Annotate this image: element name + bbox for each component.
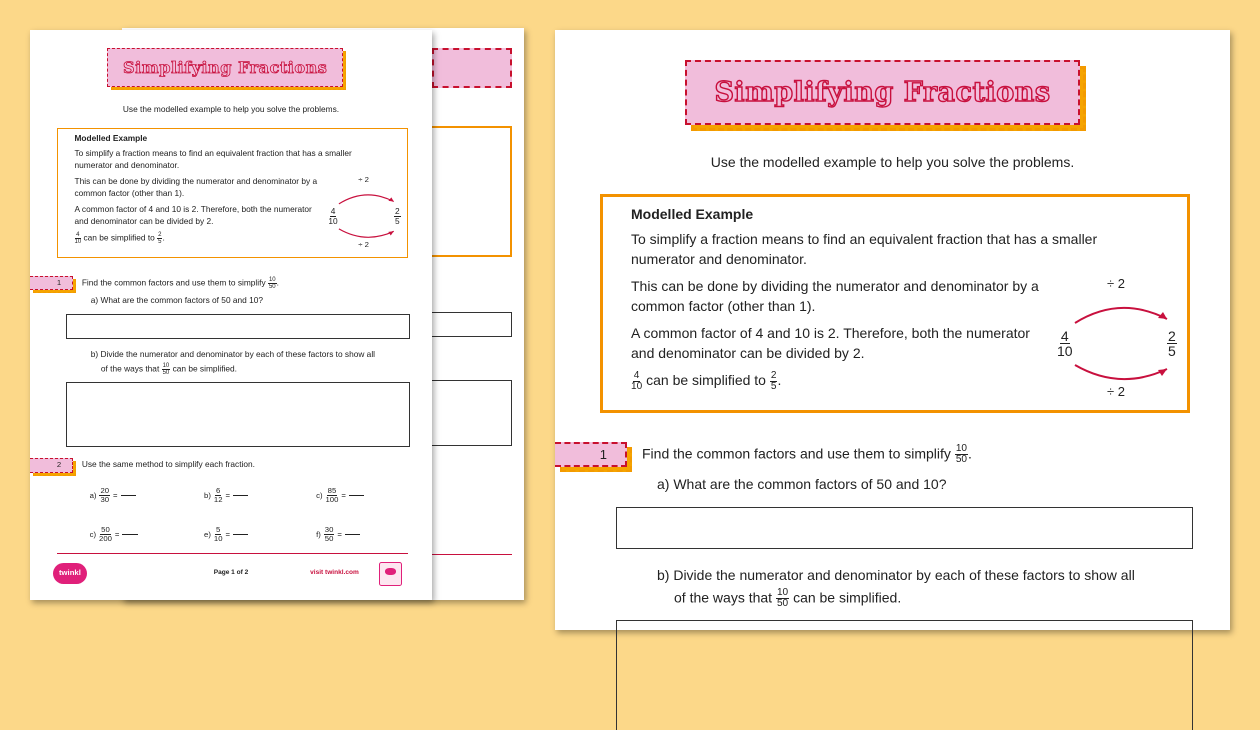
fraction-to: $\frac{2}{5}$	[1168, 328, 1176, 359]
question-1a: a) What are the common factors of 50 and 10?	[90, 295, 263, 306]
answer-blank[interactable]	[121, 495, 136, 496]
title-banner	[107, 48, 342, 87]
fraction-exercise: c) $\frac{50}{200}$ =	[90, 526, 138, 543]
answer-box-1b[interactable]	[66, 382, 410, 448]
conclusion-text: can be simplified to	[83, 232, 155, 243]
question-2-text: Use the same method to simplify each fraction.	[81, 459, 255, 470]
back-title-banner	[432, 48, 512, 88]
answer-box-1b[interactable]	[616, 620, 1193, 730]
question-1b-line1: b) Divide the numerator and denominator by each of these factors to show all	[657, 567, 1135, 583]
divide-label: ÷ 2	[1107, 276, 1125, 291]
question-1b-line2: of the ways that $\frac{10}{50}$ can be simplified.	[674, 587, 902, 610]
intro-text: Use the modelled example to help you solve the problems.	[122, 103, 340, 114]
question-1-text: Find the common factors and use them to simplify $\frac{10}{50}$ .	[642, 443, 972, 466]
arrows-icon	[1055, 293, 1185, 393]
page-title: Simplifying Fractions	[714, 77, 1051, 108]
fraction-to: $\frac{2}{5}$	[394, 206, 400, 226]
fraction: $\frac{4}{10}$	[74, 231, 82, 245]
question-1b-line2: of the ways that $\frac{10}{50}$ can be simplified.	[100, 362, 237, 376]
answer-box-1a[interactable]	[616, 507, 1193, 549]
visit-link[interactable]: visit twinkl.com	[310, 569, 359, 577]
worksheet-preview-front	[30, 30, 432, 600]
example-heading: Modelled Example	[631, 206, 754, 222]
worksheet-page	[555, 30, 1230, 630]
fraction-from: $\frac{4}{10}$	[328, 206, 338, 226]
divide-label: ÷ 2	[358, 175, 369, 185]
title-banner-box	[685, 60, 1080, 125]
conclusion-text: can be simplified to	[646, 372, 766, 388]
title-banner	[685, 60, 1080, 125]
answer-blank[interactable]	[122, 534, 137, 535]
fraction-from: $\frac{4}{10}$	[1057, 328, 1073, 359]
worksheet-page	[30, 30, 432, 600]
example-conclusion: $\frac{4}{10}$ can be simplified to $\frac{2}{5}$ .	[631, 369, 782, 392]
fraction-exercise: c) $\frac{85}{100}$ =	[316, 487, 364, 504]
question-1-badge	[30, 276, 73, 291]
question-2-badge	[30, 458, 73, 473]
simplify-diagram	[327, 175, 404, 249]
modelled-example-box	[600, 194, 1190, 413]
footer-divider	[57, 553, 409, 554]
modelled-example-box	[57, 128, 409, 259]
worksheet-zoomed-view	[555, 30, 1230, 630]
twinkl-stamp-icon	[379, 562, 403, 586]
question-number: 2	[30, 458, 73, 473]
fraction-exercise: a) $\frac{20}{30}$ =	[90, 487, 136, 504]
question-1b-line1: b) Divide the numerator and denominator by each of these factors to show all	[90, 349, 376, 360]
example-conclusion: $\frac{4}{10}$ can be simplified to $\frac{2}{5}$ .	[74, 231, 165, 245]
fraction: $\frac{4}{10}$	[631, 369, 643, 392]
divide-label: ÷ 2	[1107, 384, 1125, 399]
question-1a: a) What are the common factors of 50 and 10?	[657, 476, 947, 492]
question-1-badge	[555, 442, 627, 467]
question-number: 1	[555, 442, 627, 467]
example-heading: Modelled Example	[74, 132, 148, 143]
example-paragraph: To simplify a fraction means to find an equivalent fraction that has a smaller numerator and denominator.	[74, 147, 352, 170]
simplify-diagram	[1055, 276, 1185, 399]
question-1-text: Find the common factors and use them to simplify $\frac{10}{50}$ .	[81, 276, 279, 290]
fraction: $\frac{2}{5}$	[158, 231, 162, 245]
divide-label: ÷ 2	[358, 239, 369, 249]
fraction-exercise: f) $\frac{30}{50}$ =	[316, 526, 360, 543]
twinkl-logo: twinkl	[53, 563, 88, 583]
title-banner-box	[107, 48, 342, 87]
intro-text: Use the modelled example to help you solve the problems.	[710, 154, 1075, 170]
example-paragraph: A common factor of 4 and 10 is 2. Therefore, both the numerator and denominator can be divided by 2.	[74, 203, 312, 226]
example-paragraph: This can be done by dividing the numerator and denominator by a common factor (other than 1).	[631, 278, 1039, 314]
answer-blank[interactable]	[345, 534, 360, 535]
fraction-exercise: b) $\frac{6}{12}$ =	[204, 487, 248, 504]
page-title: Simplifying Fractions	[122, 57, 328, 77]
answer-blank[interactable]	[349, 495, 364, 496]
fraction: $\frac{2}{5}$	[770, 369, 777, 392]
example-paragraph: This can be done by dividing the numerator and denominator by a common factor (other than 1).	[74, 175, 318, 198]
example-paragraph: To simplify a fraction means to find an equivalent fraction that has a smaller numerator and denominator.	[631, 231, 1098, 267]
example-paragraph: A common factor of 4 and 10 is 2. Therefore, both the numerator and denominator can be divided by 2.	[631, 325, 1030, 361]
answer-box-1a[interactable]	[66, 314, 410, 339]
answer-blank[interactable]	[233, 495, 248, 496]
fraction-exercise: e) $\frac{5}{10}$ =	[204, 526, 248, 543]
answer-blank[interactable]	[233, 534, 248, 535]
page-number: Page 1 of 2	[213, 569, 249, 577]
question-number: 1	[30, 276, 73, 291]
